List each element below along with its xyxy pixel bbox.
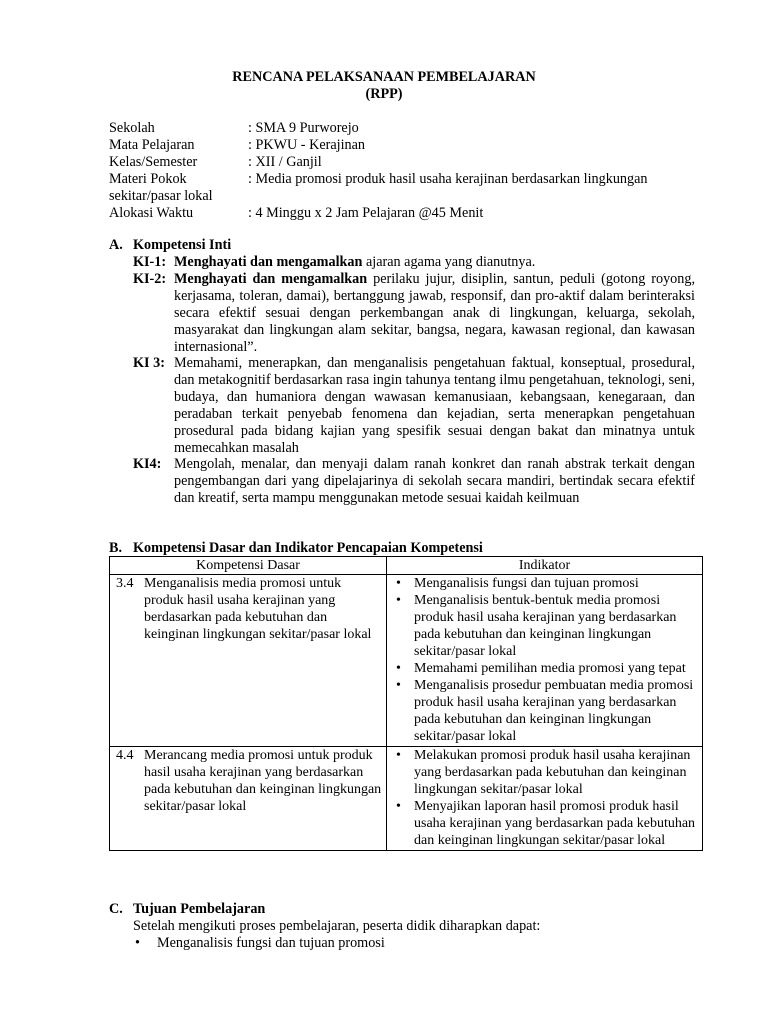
info-row-alokasi-waktu: [109, 205, 709, 222]
ki-bold-phrase: Menghayati dan mengamalkan: [174, 254, 363, 270]
kd-cell: [110, 747, 387, 851]
section-title: Tujuan Pembelajaran: [133, 901, 266, 917]
indicator-text: Menganalisis fungsi dan tujuan promosi: [414, 576, 639, 591]
indicator-item: [393, 677, 696, 745]
bullet-icon: •: [396, 593, 401, 608]
info-label: sekitar/pasar lokal: [109, 188, 213, 204]
section-title: Kompetensi Dasar dan Indikator Pencapaian Kompetensi: [133, 540, 483, 556]
ki-label: KI-1:: [133, 254, 167, 270]
ki-3: [133, 355, 695, 457]
bullet-icon: •: [396, 678, 401, 693]
identity-block: [109, 120, 709, 222]
info-row-kelas-semester: [109, 154, 709, 171]
bullet-icon: •: [396, 661, 401, 676]
list-item: [133, 935, 385, 952]
table-row: [110, 575, 703, 747]
info-value: : PKWU - Kerajinan: [248, 137, 366, 153]
kd-number: 4.4: [116, 748, 134, 763]
ki-body: ajaran agama yang dianutnya.: [362, 254, 536, 270]
ki-text: Memahami, menerapkan, dan menganalisis pengetahuan faktual, konseptual, prosedural, dan metakognitif berdasarkan rasa ingin tahunya tentang ilmu pengetahuan, teknologi, seni, budaya, dan humaniora dengan wawasan kemanusiaan, kebangsaan, kenegaraan, dan peradaban terkait penyebab fenomena dan kejadian, serta menerapkan pengetahuan prosedural pada bidang kajian yang spesifik sesuai dengan bakat dan minatnya untuk memecahkan masalah: [174, 355, 695, 456]
bullet-icon: •: [135, 935, 140, 951]
indicator-item: [393, 798, 696, 849]
info-row-mata-pelajaran: [109, 137, 709, 154]
kd-cell: [110, 575, 387, 747]
ki-label: KI 3:: [133, 355, 165, 371]
header-indikator: Indikator: [387, 557, 703, 575]
kd-text: Merancang media promosi untuk produk hasil usaha kerajinan yang berdasarkan pada kebutuhan dan keinginan lingkungan sekitar/pasar lokal: [144, 748, 382, 814]
info-label: Alokasi Waktu: [109, 205, 194, 221]
kd-indicator-table: [109, 556, 703, 851]
table-row: [110, 747, 703, 851]
document-subtitle: (RPP): [365, 86, 403, 102]
info-value: : SMA 9 Purworejo: [248, 120, 359, 136]
tujuan-text: Menganalisis fungsi dan tujuan promosi: [157, 935, 385, 951]
section-a-heading: [109, 237, 231, 254]
info-value: : Media promosi produk hasil usaha kerajinan berdasarkan lingkungan: [248, 171, 648, 187]
info-value: : 4 Minggu x 2 Jam Pelajaran @45 Menit: [248, 205, 484, 221]
bullet-icon: •: [396, 748, 401, 763]
section-number: C.: [109, 901, 123, 917]
info-label: Kelas/Semester: [109, 154, 198, 170]
ki-text: [174, 271, 695, 356]
indicator-text: Menyajikan laporan hasil promosi produk hasil usaha kerajinan yang berdasarkan pada kebutuhan dan keinginan lingkungan sekitar/pasar lokal: [414, 799, 696, 848]
indicator-item: [393, 747, 696, 798]
bullet-icon: •: [396, 799, 401, 814]
section-c-heading: [109, 901, 265, 918]
info-row-materi-pokok: [109, 171, 709, 188]
indicator-text: Menganalisis bentuk-bentuk media promosi produk hasil usaha kerajinan yang berdasarkan pada kebutuhan dan keinginan lingkungan sekitar/pasar lokal: [414, 593, 677, 659]
table-header-row: [110, 557, 703, 575]
info-row-materi-pokok-cont: [109, 188, 709, 205]
ki-2: [133, 271, 695, 356]
ki-text: [174, 254, 695, 271]
ki-text: Mengolah, menalar, dan menyaji dalam ranah konkret dan ranah abstrak terkait dengan pengembangan dari yang dipelajarinya di sekolah secara mandiri, bertindak secara efektif dan kreatif, serta mampu menggunakan metode sesuai kaidah keilmuan: [174, 456, 695, 506]
indicator-cell: [387, 747, 703, 851]
indicator-text: Menganalisis prosedur pembuatan media promosi produk hasil usaha kerajinan yang berdasarkan pada kebutuhan dan keinginan lingkungan sekitar/pasar lokal: [414, 678, 694, 744]
indicator-item: [393, 592, 696, 660]
section-title: Kompetensi Inti: [133, 237, 232, 253]
ki-label: KI-2:: [133, 271, 167, 287]
indicator-text: Melakukan promosi produk hasil usaha kerajinan yang berdasarkan pada kebutuhan dan keinginan lingkungan sekitar/pasar lokal: [414, 748, 691, 797]
tujuan-list: [133, 935, 385, 952]
ki-body: perilaku jujur, disiplin, santun, peduli (gotong royong, kerjasama, toleran, damai), bertanggung jawab, responsif, dan pro-aktif dalam berinteraksi secara efektif sesuai dengan perkembangan anak di lingkungan, keluarga, sekolah, masyarakat dan lingkungan alam sekitar, bangsa, negara, kawasan regional, dan kawasan internasional”.: [174, 271, 695, 355]
kd-text: Menganalisis media promosi untuk produk hasil usaha kerajinan yang berdasarkan pada kebutuhan dan keinginan lingkungan sekitar/pasar lokal: [144, 576, 372, 642]
ki-1: [133, 254, 695, 271]
document-title: RENCANA PELAKSANAAN PEMBELAJARAN: [232, 69, 536, 85]
ki-label: KI4:: [133, 456, 162, 472]
indicator-item: [393, 660, 696, 677]
ki-bold-phrase: Menghayati dan mengamalkan: [174, 271, 368, 287]
info-label: Materi Pokok: [109, 171, 187, 187]
indicator-cell: [387, 575, 703, 747]
kd-number: 3.4: [116, 576, 134, 591]
header-kompetensi-dasar: Kompetensi Dasar: [110, 557, 387, 575]
section-b-heading: [109, 540, 483, 557]
section-number: B.: [109, 540, 123, 556]
ki-4: [133, 456, 695, 507]
info-label: Mata Pelajaran: [109, 137, 195, 153]
info-label: Sekolah: [109, 120, 155, 136]
tujuan-intro: Setelah mengikuti proses pembelajaran, peserta didik diharapkan dapat:: [133, 918, 541, 934]
info-value: : XII / Ganjil: [248, 154, 322, 170]
section-number: A.: [109, 237, 123, 253]
bullet-icon: •: [396, 576, 401, 591]
indicator-text: Memahami pemilihan media promosi yang tepat: [414, 661, 686, 676]
indicator-item: [393, 575, 696, 592]
info-row-sekolah: [109, 120, 709, 137]
